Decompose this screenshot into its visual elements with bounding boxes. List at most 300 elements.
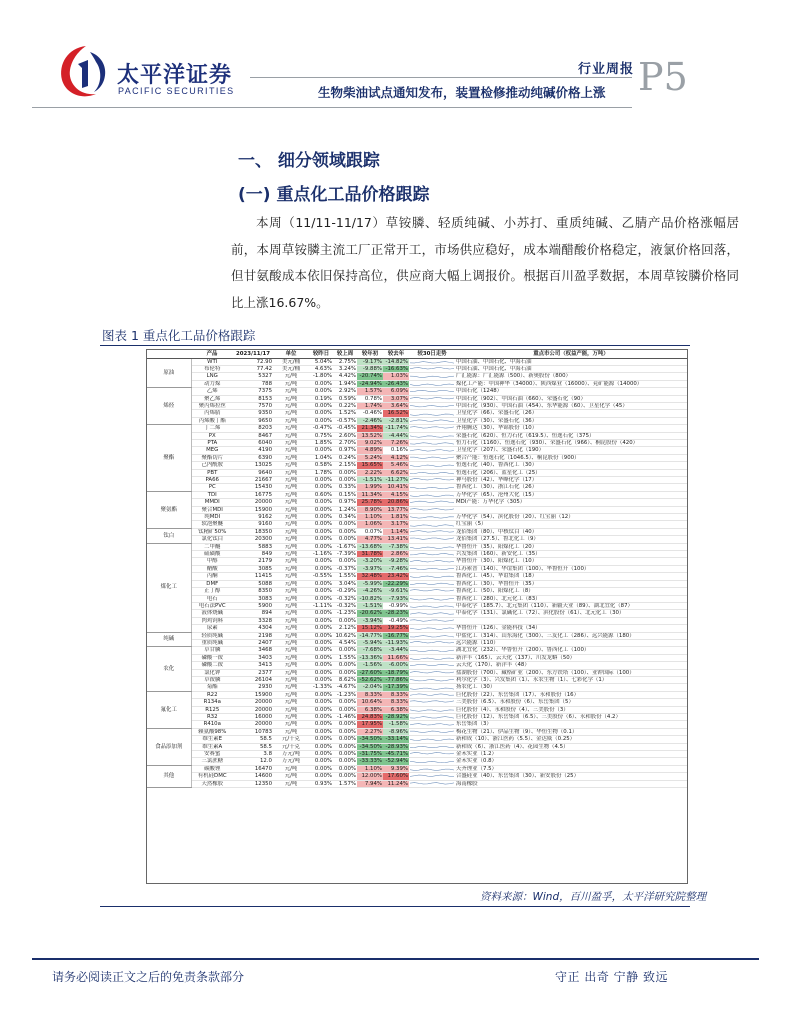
daily-change-cell: 0.00% [309, 514, 333, 521]
trend-cell [409, 654, 455, 661]
weekly-change-cell: 0.33% [333, 484, 357, 491]
product-cell: 硫磺酸 [191, 551, 233, 558]
price-cell: 20000 [233, 499, 273, 506]
companies-cell: 华鲁恒升（35）、阳煤化工（20） [455, 543, 687, 550]
unit-cell: 元/吨 [273, 402, 309, 409]
table-row [147, 528, 687, 535]
product-cell: 轻质纯碱 [191, 632, 233, 639]
daily-change-cell: 0.00% [309, 632, 333, 639]
yoy-change-cell: -1.58% [383, 721, 409, 728]
trend-sparkline [410, 736, 454, 742]
weekly-change-cell: 2.70% [333, 439, 357, 446]
trend-sparkline [410, 677, 454, 683]
product-cell: 有机硅DMC [191, 773, 233, 780]
daily-change-cell: 0.00% [309, 388, 333, 395]
ytd-change-cell: -13.68% [357, 543, 383, 550]
ytd-change-cell: 2.22% [357, 469, 383, 476]
daily-change-cell: 0.00% [309, 751, 333, 758]
companies-cell: 广汇能源：广汇能源（500）、新奥股份（800） [455, 373, 687, 380]
product-cell: DMF [191, 580, 233, 587]
weekly-change-cell: 2.60% [333, 432, 357, 439]
unit-cell: 元/吨 [273, 632, 309, 639]
companies-cell [455, 617, 687, 624]
trend-sparkline-path [410, 723, 454, 724]
yoy-change-cell: -18.79% [383, 669, 409, 676]
unit-cell: 元/吨 [273, 565, 309, 572]
figure-rule-bottom [100, 906, 690, 907]
price-cell: 15900 [233, 506, 273, 513]
category-cell: 聚酯 [147, 425, 191, 492]
price-cell: 849 [233, 551, 273, 558]
ytd-change-cell: 25.78% [357, 499, 383, 506]
trend-sparkline [410, 729, 454, 735]
table-row [147, 380, 687, 387]
trend-sparkline [410, 396, 454, 402]
trend-cell [409, 728, 455, 735]
trend-sparkline [410, 544, 454, 550]
daily-change-cell: -1.11% [309, 602, 333, 609]
trend-sparkline-path [410, 524, 454, 525]
trend-sparkline-path [410, 769, 454, 770]
yoy-change-cell: 2.86% [383, 551, 409, 558]
yoy-change-cell: 9.39% [383, 765, 409, 772]
trend-sparkline [410, 529, 454, 535]
unit-cell: 元/吨 [273, 773, 309, 780]
trend-sparkline [410, 499, 454, 505]
companies-cell: 华鲁恒升（126）、金能科技（34） [455, 625, 687, 632]
ytd-change-cell: -13.36% [357, 654, 383, 661]
unit-cell: 美元/桶 [273, 358, 309, 365]
trend-sparkline-path [410, 391, 454, 392]
unit-cell: 元/吨 [273, 714, 309, 721]
ytd-change-cell: 1.10% [357, 514, 383, 521]
weekly-change-cell: -0.37% [333, 565, 357, 572]
table-row [147, 758, 687, 765]
yoy-change-cell: -7.93% [383, 595, 409, 602]
trend-cell [409, 669, 455, 676]
table-row [147, 447, 687, 454]
weekly-change-cell: 1.55% [333, 573, 357, 580]
table-row [147, 728, 687, 735]
yoy-change-cell: 5.46% [383, 462, 409, 469]
product-cell: 纯MDI [191, 514, 233, 521]
product-cell: 聚丙烯拉丝 [191, 402, 233, 409]
table-row [147, 691, 687, 698]
figure-rule-top [100, 345, 690, 346]
daily-change-cell: 0.00% [309, 669, 333, 676]
price-cell: 7375 [233, 388, 273, 395]
daily-change-cell: 0.00% [309, 484, 333, 491]
product-cell: 聚合MDI [191, 506, 233, 513]
trend-sparkline [410, 374, 454, 380]
price-cell: 9640 [233, 469, 273, 476]
companies-cell: 中国石化（930）、中国石油（454）、东华能源（60）、卫星化学（45） [455, 402, 687, 409]
trend-sparkline-path [410, 487, 454, 488]
price-cell: 8467 [233, 432, 273, 439]
trend-cell [409, 558, 455, 565]
ytd-change-cell: -1.56% [357, 662, 383, 669]
trend-sparkline [410, 603, 454, 609]
price-cell: 5883 [233, 543, 273, 550]
price-cell: 20000 [233, 706, 273, 713]
trend-cell [409, 573, 455, 580]
weekly-change-cell: 3.24% [333, 365, 357, 372]
yoy-change-cell: -3.44% [383, 647, 409, 654]
category-cell: 其他 [147, 765, 191, 787]
trend-sparkline-path [410, 420, 454, 421]
unit-cell: 元/吨 [273, 669, 309, 676]
weekly-change-cell: 1.52% [333, 410, 357, 417]
weekly-change-cell: 0.22% [333, 402, 357, 409]
companies-cell: 兴发集团（160）、新安化工（35） [455, 551, 687, 558]
trend-sparkline [410, 685, 454, 691]
unit-cell: 元/吨 [273, 521, 309, 528]
ytd-change-cell: -33.33% [357, 758, 383, 765]
trend-sparkline-path [410, 635, 454, 636]
table-header-row [147, 350, 687, 358]
table-header-category [147, 350, 191, 358]
yoy-change-cell: 6.62% [383, 469, 409, 476]
table-row [147, 477, 687, 484]
table-row [147, 736, 687, 743]
trend-cell [409, 610, 455, 617]
unit-cell: 元/吨 [273, 595, 309, 602]
trend-sparkline-path [410, 680, 454, 681]
ytd-change-cell: -5.99% [357, 580, 383, 587]
yoy-change-cell: -28.23% [383, 610, 409, 617]
daily-change-cell: 0.00% [309, 736, 333, 743]
ytd-change-cell: 17.95% [357, 721, 383, 728]
trend-sparkline [410, 722, 454, 728]
yoy-change-cell: 1.81% [383, 514, 409, 521]
ytd-change-cell: -52.62% [357, 676, 383, 683]
ytd-change-cell: -20.62% [357, 610, 383, 617]
unit-cell: 元/吨 [273, 573, 309, 580]
product-cell: 三氯蔗糖 [191, 758, 233, 765]
product-cell: 软泡聚醚 [191, 521, 233, 528]
trend-sparkline [410, 507, 454, 513]
weekly-change-cell: 0.24% [333, 454, 357, 461]
trend-cell [409, 662, 455, 669]
table-row [147, 506, 687, 513]
weekly-change-cell: 0.00% [333, 773, 357, 780]
trend-sparkline-path [410, 414, 454, 415]
product-cell: 正丁醇 [191, 588, 233, 595]
trend-sparkline-path [410, 782, 454, 783]
unit-cell: 元/吨 [273, 425, 309, 432]
trend-cell [409, 365, 455, 372]
daily-change-cell: -1.80% [309, 373, 333, 380]
ytd-change-cell: 0.78% [357, 395, 383, 402]
price-cell: 16470 [233, 765, 273, 772]
daily-change-cell: 0.00% [309, 447, 333, 454]
table-row [147, 610, 687, 617]
weekly-change-cell: -1.23% [333, 610, 357, 617]
trend-sparkline-path [410, 665, 454, 666]
trend-cell [409, 706, 455, 713]
unit-cell: 美元/桶 [273, 365, 309, 372]
companies-cell: 万华化学（65）、沧州大化（15） [455, 491, 687, 498]
daily-change-cell: -0.55% [309, 573, 333, 580]
table-row [147, 373, 687, 380]
table-row [147, 714, 687, 721]
unit-cell: 元/吨 [273, 684, 309, 691]
unit-cell: 元/吨 [273, 580, 309, 587]
companies-cell: 中盐化工（314）、山东海化（300）、三友化工（286）、远兴能源（180） [455, 632, 687, 639]
trend-sparkline [410, 448, 454, 454]
trend-cell [409, 780, 455, 787]
companies-cell: 天齐锂业（7.5） [455, 765, 687, 772]
price-cell: 8203 [233, 425, 273, 432]
category-cell: 烯烃 [147, 388, 191, 425]
trend-sparkline-path [410, 688, 454, 689]
trend-cell [409, 743, 455, 750]
trend-sparkline [410, 440, 454, 446]
trend-sparkline-path [410, 658, 454, 659]
ytd-change-cell: 6.38% [357, 706, 383, 713]
table-row [147, 365, 687, 372]
product-cell: 电石 [191, 595, 233, 602]
yoy-change-cell: -33.14% [383, 736, 409, 743]
price-cell: 15900 [233, 691, 273, 698]
table-header: 较30日走势 [409, 350, 455, 358]
product-cell: R32 [191, 714, 233, 721]
yoy-change-cell: -11.27% [383, 477, 409, 484]
trend-sparkline [410, 625, 454, 631]
table-header: 产品 [191, 350, 233, 358]
table-row [147, 484, 687, 491]
price-cell: 3083 [233, 595, 273, 602]
yoy-change-cell: 11.24% [383, 780, 409, 787]
daily-change-cell: 0.00% [309, 506, 333, 513]
table-header: 较昨日 [309, 350, 333, 358]
companies-cell: 中国石油、中国石化、中海石油 [455, 358, 687, 365]
companies-cell: 扬农化工（30） [455, 684, 687, 691]
yoy-change-cell: 8.33% [383, 699, 409, 706]
trend-sparkline-path [410, 457, 454, 458]
trend-sparkline-path [410, 368, 454, 369]
trend-cell [409, 647, 455, 654]
trend-cell [409, 432, 455, 439]
price-cell: 3403 [233, 654, 273, 661]
yoy-change-cell: -77.86% [383, 676, 409, 683]
yoy-change-cell: 3.64% [383, 402, 409, 409]
section-heading: 一、 细分领域跟踪 [238, 151, 380, 171]
unit-cell: 元/吨 [273, 469, 309, 476]
trend-sparkline-path [410, 606, 454, 607]
yoy-change-cell: -8.96% [383, 728, 409, 735]
product-cell: 液体烧碱 [191, 610, 233, 617]
trend-sparkline-path [410, 598, 454, 599]
daily-change-cell: -0.47% [309, 425, 333, 432]
ytd-change-cell: 15.65% [357, 462, 383, 469]
table-row [147, 765, 687, 772]
unit-cell: 元/吨 [273, 699, 309, 706]
trend-sparkline-path [410, 397, 454, 398]
price-cell: 20300 [233, 536, 273, 543]
trend-sparkline-path [410, 746, 454, 747]
trend-sparkline-path [410, 479, 454, 480]
yoy-change-cell: -28.93% [383, 743, 409, 750]
ytd-change-cell: -20.74% [357, 373, 383, 380]
weekly-change-cell: 3.04% [333, 580, 357, 587]
table-row [147, 625, 687, 632]
unit-cell: 元/吨 [273, 395, 309, 402]
weekly-change-cell: -0.57% [333, 417, 357, 424]
unit-cell: 元/千克 [273, 736, 309, 743]
price-cell: 3.8 [233, 751, 273, 758]
price-cell: 3468 [233, 647, 273, 654]
product-cell: PBT [191, 469, 233, 476]
ytd-change-cell: 11.34% [357, 491, 383, 498]
trend-cell [409, 721, 455, 728]
yoy-change-cell: 20.86% [383, 499, 409, 506]
price-cell: 5900 [233, 602, 273, 609]
footer-disclaimer: 请务必阅读正文之后的免责条款部分 [52, 970, 245, 984]
unit-cell: 元/吨 [273, 551, 309, 558]
trend-sparkline [410, 485, 454, 491]
weekly-change-cell: 0.00% [333, 751, 357, 758]
companies-cell: 恒逸石化（40）、鲁西化工（30） [455, 462, 687, 469]
ytd-change-cell: -14.77% [357, 632, 383, 639]
price-cell: 9162 [233, 514, 273, 521]
report-title: 生物柴油试点通知发布，装置检修推动纯碱价格上涨 [318, 85, 606, 100]
trend-sparkline-path [410, 612, 454, 613]
product-cell: R410a [191, 721, 233, 728]
yoy-change-cell: -52.94% [383, 758, 409, 765]
price-cell: 20000 [233, 721, 273, 728]
footer-motto: 守正 出奇 宁静 致远 [555, 970, 668, 984]
weekly-change-cell: 10.62% [333, 632, 357, 639]
table-row [147, 388, 687, 395]
weekly-change-cell: 0.97% [333, 499, 357, 506]
product-cell: 赖氨酸98% [191, 728, 233, 735]
trend-cell [409, 410, 455, 417]
trend-sparkline [410, 514, 454, 520]
weekly-change-cell: 0.15% [333, 491, 357, 498]
trend-sparkline [410, 388, 454, 394]
unit-cell: 元/吨 [273, 410, 309, 417]
trend-sparkline [410, 492, 454, 498]
daily-change-cell: 0.00% [309, 706, 333, 713]
table-row [147, 358, 687, 365]
daily-change-cell: 0.00% [309, 647, 333, 654]
trend-sparkline-path [410, 710, 454, 711]
product-cell: R125 [191, 706, 233, 713]
trend-sparkline [410, 773, 454, 779]
unit-cell: 元/吨 [273, 780, 309, 787]
companies-cell: 恒力石化（1160）、恒逸石化（930）、荣盛石化（966）、桐昆股份（420） [455, 439, 687, 446]
weekly-change-cell: 0.34% [333, 514, 357, 521]
trend-sparkline-path [410, 554, 454, 555]
companies-cell: 中国石油、中国石化、中海石油 [455, 365, 687, 372]
company-logo-english: PACIFIC SECURITIES [118, 86, 235, 96]
companies-cell: 鲁西化工（280）、北元化工（83） [455, 595, 687, 602]
daily-change-cell: 0.00% [309, 691, 333, 698]
weekly-change-cell: 0.00% [333, 521, 357, 528]
daily-change-cell: 0.00% [309, 714, 333, 721]
unit-cell: 万元/吨 [273, 751, 309, 758]
daily-change-cell: 0.00% [309, 639, 333, 646]
table-row [147, 521, 687, 528]
unit-cell: 元/吨 [273, 388, 309, 395]
product-cell: 碳酸锂 [191, 765, 233, 772]
trend-cell [409, 736, 455, 743]
unit-cell: 元/吨 [273, 543, 309, 550]
companies-cell: 万华化学（54）、滨化股份（20）、红宝丽（12） [455, 514, 687, 521]
price-cell: 14600 [233, 773, 273, 780]
trend-sparkline [410, 433, 454, 439]
unit-cell: 元/吨 [273, 691, 309, 698]
companies-cell: 聚合产能：恒逸石化（1046.5）、桐昆股份（900） [455, 454, 687, 461]
weekly-change-cell: 2.92% [333, 388, 357, 395]
ytd-change-cell: 8.90% [357, 506, 383, 513]
report-type: 行业周报 [578, 62, 635, 77]
trend-sparkline-path [410, 577, 454, 578]
table-row [147, 647, 687, 654]
ytd-change-cell: 8.33% [357, 691, 383, 698]
trend-cell [409, 388, 455, 395]
trend-cell [409, 514, 455, 521]
weekly-change-cell: 0.00% [333, 662, 357, 669]
price-tracking-table [147, 350, 687, 788]
weekly-change-cell: 0.00% [333, 728, 357, 735]
price-cell: 5327 [233, 373, 273, 380]
price-cell: 26104 [233, 676, 273, 683]
trend-cell [409, 528, 455, 535]
table-row [147, 699, 687, 706]
yoy-change-cell: 0.16% [383, 447, 409, 454]
product-cell: 聚酯切片 [191, 454, 233, 461]
trend-sparkline-path [410, 650, 454, 651]
table-row [147, 588, 687, 595]
trend-cell [409, 543, 455, 550]
product-cell: 天然橡胶 [191, 780, 233, 787]
table-header: 单位 [273, 350, 309, 358]
price-table-frame [146, 349, 688, 884]
ytd-change-cell: 15.12% [357, 625, 383, 632]
trend-cell [409, 588, 455, 595]
unit-cell: 元/吨 [273, 721, 309, 728]
trend-cell [409, 714, 455, 721]
trend-sparkline [410, 766, 454, 772]
unit-cell: 元/吨 [273, 639, 309, 646]
trend-sparkline [410, 462, 454, 468]
table-row [147, 454, 687, 461]
companies-cell: 巨化股份（22）、东岳集团（17）、永和股份（16） [455, 691, 687, 698]
unit-cell: 元/吨 [273, 454, 309, 461]
weekly-change-cell: 4.42% [333, 373, 357, 380]
product-cell: 丁二烯 [191, 425, 233, 432]
trend-cell [409, 499, 455, 506]
trend-cell [409, 625, 455, 632]
trend-cell [409, 484, 455, 491]
weekly-change-cell: 1.24% [333, 506, 357, 513]
table-row [147, 432, 687, 439]
weekly-change-cell: 1.94% [333, 380, 357, 387]
yoy-change-cell: -22.29% [383, 580, 409, 587]
unit-cell: 元/吨 [273, 602, 309, 609]
ytd-change-cell: 4.89% [357, 447, 383, 454]
trend-sparkline [410, 596, 454, 602]
daily-change-cell: 0.00% [309, 758, 333, 765]
price-cell: 20000 [233, 699, 273, 706]
yoy-change-cell: 8.33% [383, 691, 409, 698]
ytd-change-cell: 1.10% [357, 765, 383, 772]
table-row [147, 602, 687, 609]
daily-change-cell: 0.93% [309, 780, 333, 787]
weekly-change-cell: 0.00% [333, 743, 357, 750]
